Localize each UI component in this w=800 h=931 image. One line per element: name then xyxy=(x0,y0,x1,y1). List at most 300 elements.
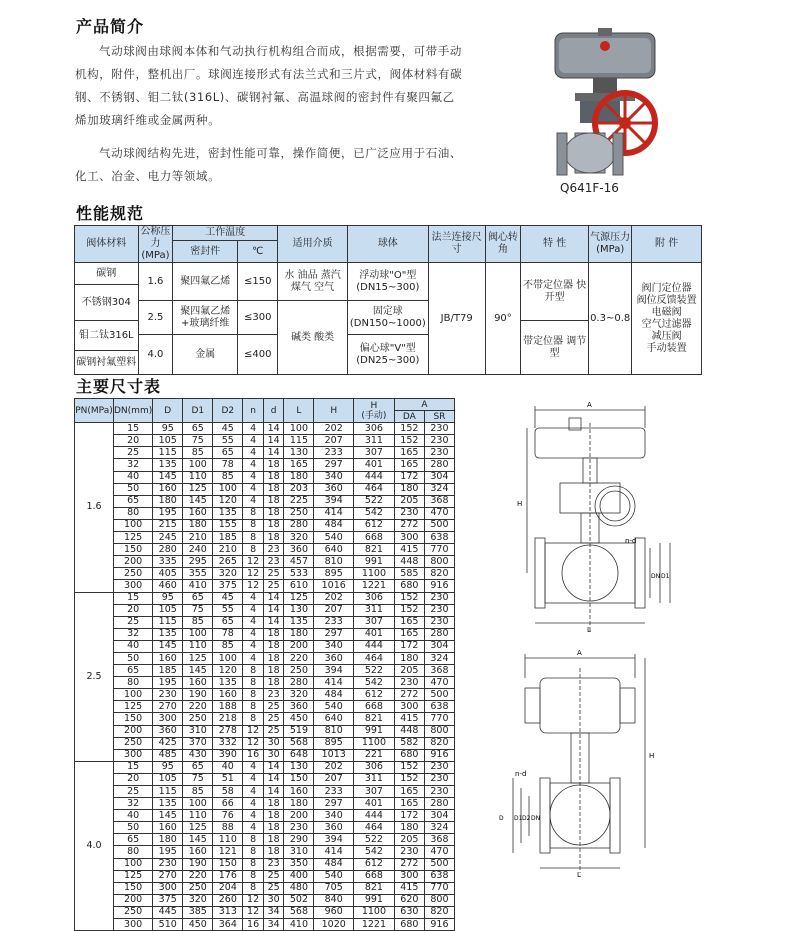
table-cell: 8 xyxy=(243,846,264,858)
table-cell: 4 xyxy=(243,495,264,507)
table-cell: 1013 xyxy=(314,749,354,761)
table-cell: 120 xyxy=(213,665,243,677)
table-cell: 14 xyxy=(263,786,284,798)
table-cell: 370 xyxy=(183,737,213,749)
table-cell: 800 xyxy=(424,556,454,568)
table-cell: 152 xyxy=(394,761,424,773)
table-cell: 457 xyxy=(284,556,314,568)
table-cell: 4 xyxy=(243,640,264,652)
table-cell: 152 xyxy=(394,773,424,785)
table-cell: 150 xyxy=(284,773,314,785)
spec-feature-2: 带定位器 调节型 xyxy=(521,321,589,375)
table-cell: 1100 xyxy=(353,906,394,918)
table-cell: 460 xyxy=(153,580,183,592)
table-cell: 278 xyxy=(213,725,243,737)
spec-h-flange: 法兰连接尺寸 xyxy=(428,226,485,263)
table-cell: 1100 xyxy=(353,737,394,749)
table-row xyxy=(75,906,455,918)
table-cell: 470 xyxy=(424,677,454,689)
table-cell: 542 xyxy=(353,846,394,858)
table-cell: 313 xyxy=(213,906,243,918)
table-cell: 568 xyxy=(284,737,314,749)
table-cell: 12 xyxy=(243,737,264,749)
drawing2-label-DN: DN xyxy=(531,815,541,822)
table-cell: 300 xyxy=(114,919,153,931)
dims-h-H: H xyxy=(314,399,354,423)
table-cell: 65 xyxy=(183,592,213,604)
table-cell: 585 xyxy=(394,568,424,580)
table-row xyxy=(75,761,455,773)
table-cell: 18 xyxy=(263,628,284,640)
table-cell: 640 xyxy=(314,713,354,725)
table-cell: 18 xyxy=(263,532,284,544)
drawing1-label-H: H xyxy=(517,500,523,508)
table-cell: 18 xyxy=(263,652,284,664)
table-cell: 320 xyxy=(183,894,213,906)
table-cell: 202 xyxy=(314,423,354,435)
table-cell: 20 xyxy=(114,435,153,447)
table-cell: 180 xyxy=(183,519,213,531)
table-cell: 65 xyxy=(213,447,243,459)
table-cell: 30 xyxy=(263,894,284,906)
table-cell: 85 xyxy=(183,786,213,798)
table-cell: 390 xyxy=(213,749,243,761)
table-cell: 130 xyxy=(284,447,314,459)
table-cell: 165 xyxy=(394,628,424,640)
table-cell: 95 xyxy=(153,761,183,773)
table-cell: 280 xyxy=(284,519,314,531)
table-cell: 394 xyxy=(314,665,354,677)
table-cell: 638 xyxy=(424,870,454,882)
table-cell: 120 xyxy=(213,495,243,507)
table-row xyxy=(75,749,455,761)
dims-h-H2-sub: (手动) xyxy=(361,410,387,421)
table-cell: 400 xyxy=(284,870,314,882)
table-cell: 648 xyxy=(284,749,314,761)
table-cell: 220 xyxy=(284,652,314,664)
table-cell: 542 xyxy=(353,677,394,689)
table-cell: 18 xyxy=(263,519,284,531)
table-cell: 145 xyxy=(183,665,213,677)
spec-ball-3: 偏心球"V"型(DN25~300) xyxy=(347,335,428,375)
table-cell: 340 xyxy=(314,810,354,822)
table-cell: 85 xyxy=(213,640,243,652)
table-cell: 50 xyxy=(114,483,153,495)
table-cell: 14 xyxy=(263,447,284,459)
table-cell: 4 xyxy=(243,483,264,495)
pn-cell: 4.0 xyxy=(75,761,114,930)
table-cell: 66 xyxy=(213,798,243,810)
table-cell: 160 xyxy=(153,652,183,664)
table-cell: 150 xyxy=(114,544,153,556)
table-cell: 12 xyxy=(243,894,264,906)
table-cell: 25 xyxy=(263,882,284,894)
table-cell: 130 xyxy=(284,761,314,773)
spec-h-feature: 特 性 xyxy=(521,226,589,263)
table-cell: 160 xyxy=(183,846,213,858)
intro-title: 产品简介 xyxy=(76,17,145,36)
table-cell: 165 xyxy=(394,447,424,459)
table-cell: 612 xyxy=(353,519,394,531)
table-cell: 568 xyxy=(284,906,314,918)
table-cell: 8 xyxy=(243,713,264,725)
table-cell: 230 xyxy=(424,773,454,785)
table-cell: 4 xyxy=(243,435,264,447)
table-row xyxy=(75,556,455,568)
table-cell: 15 xyxy=(114,761,153,773)
table-cell: 18 xyxy=(263,495,284,507)
table-cell: 304 xyxy=(424,471,454,483)
spec-temp-2: ≤300 xyxy=(238,301,278,335)
table-cell: 280 xyxy=(153,544,183,556)
table-cell: 105 xyxy=(153,773,183,785)
product-photo xyxy=(475,18,700,183)
dims-title: 主要尺寸表 xyxy=(76,377,162,396)
table-row xyxy=(75,834,455,846)
table-cell: 310 xyxy=(183,725,213,737)
table-cell: 75 xyxy=(183,435,213,447)
table-cell: 414 xyxy=(314,846,354,858)
table-cell: 165 xyxy=(394,798,424,810)
table-cell: 320 xyxy=(284,532,314,544)
table-cell: 172 xyxy=(394,810,424,822)
table-cell: 401 xyxy=(353,459,394,471)
table-cell: 45 xyxy=(213,423,243,435)
table-row xyxy=(75,447,455,459)
table-cell: 210 xyxy=(213,544,243,556)
table-cell: 480 xyxy=(284,882,314,894)
table-cell: 620 xyxy=(394,894,424,906)
table-cell: 484 xyxy=(314,689,354,701)
drawing1-label-DN: DN xyxy=(651,573,661,580)
table-row xyxy=(75,544,455,556)
table-cell: 165 xyxy=(394,786,424,798)
table-cell: 155 xyxy=(213,519,243,531)
table-cell: 180 xyxy=(153,834,183,846)
table-cell: 160 xyxy=(284,786,314,798)
table-cell: 25 xyxy=(263,580,284,592)
drawing-threepiece xyxy=(495,648,675,882)
table-cell: 311 xyxy=(353,773,394,785)
table-cell: 75 xyxy=(183,604,213,616)
dims-h-pn: PN(MPa) xyxy=(75,399,114,423)
table-cell: 225 xyxy=(284,495,314,507)
table-cell: 542 xyxy=(353,507,394,519)
spec-acc-4: 空气过滤器 xyxy=(641,318,692,330)
table-cell: 820 xyxy=(424,568,454,580)
table-cell: 448 xyxy=(394,556,424,568)
table-cell: 65 xyxy=(213,616,243,628)
table-cell: 190 xyxy=(183,689,213,701)
table-cell: 810 xyxy=(314,556,354,568)
table-cell: 18 xyxy=(263,798,284,810)
table-row xyxy=(75,507,455,519)
table-cell: 250 xyxy=(114,568,153,580)
spec-temp-3: ≤400 xyxy=(238,335,278,375)
table-cell: 152 xyxy=(394,592,424,604)
table-cell: 820 xyxy=(424,906,454,918)
table-cell: 180 xyxy=(394,822,424,834)
table-cell: 612 xyxy=(353,689,394,701)
dims-table xyxy=(74,398,455,931)
table-cell: 335 xyxy=(153,556,183,568)
table-cell: 8 xyxy=(243,665,264,677)
table-cell: 18 xyxy=(263,483,284,495)
table-cell: 360 xyxy=(284,701,314,713)
table-cell: 152 xyxy=(394,435,424,447)
table-cell: 145 xyxy=(153,810,183,822)
table-row xyxy=(75,870,455,882)
table-cell: 272 xyxy=(394,689,424,701)
table-cell: 85 xyxy=(213,471,243,483)
spec-medium-2: 碱类 酸类 xyxy=(278,301,348,375)
table-cell: 135 xyxy=(153,459,183,471)
table-cell: 23 xyxy=(263,556,284,568)
table-row xyxy=(75,919,455,931)
table-cell: 1016 xyxy=(314,580,354,592)
table-cell: 770 xyxy=(424,713,454,725)
table-row xyxy=(75,495,455,507)
pn-cell: 1.6 xyxy=(75,423,114,592)
spec-h-acc: 附 件 xyxy=(632,226,702,263)
table-cell: 230 xyxy=(424,435,454,447)
table-cell: 65 xyxy=(114,665,153,677)
table-cell: 230 xyxy=(153,858,183,870)
table-cell: 415 xyxy=(394,544,424,556)
table-cell: 202 xyxy=(314,761,354,773)
table-cell: 295 xyxy=(183,556,213,568)
table-cell: 25 xyxy=(263,568,284,580)
table-cell: 18 xyxy=(263,640,284,652)
table-cell: 190 xyxy=(183,858,213,870)
table-cell: 8 xyxy=(243,701,264,713)
spec-flange-value: JB/T79 xyxy=(428,263,485,375)
spec-acc-1: 阀门定位器 xyxy=(641,282,692,294)
table-cell: 444 xyxy=(353,810,394,822)
table-cell: 895 xyxy=(314,737,354,749)
table-cell: 280 xyxy=(284,677,314,689)
table-cell: 65 xyxy=(114,834,153,846)
table-cell: 135 xyxy=(284,616,314,628)
table-cell: 152 xyxy=(394,423,424,435)
table-cell: 152 xyxy=(394,604,424,616)
table-cell: 444 xyxy=(353,471,394,483)
table-cell: 16 xyxy=(243,919,264,931)
table-cell: 125 xyxy=(114,532,153,544)
table-cell: 135 xyxy=(153,798,183,810)
table-cell: 172 xyxy=(394,471,424,483)
table-cell: 207 xyxy=(314,435,354,447)
table-row xyxy=(75,640,455,652)
dims-h-A: A xyxy=(394,399,454,411)
table-cell: 14 xyxy=(263,592,284,604)
table-row xyxy=(75,677,455,689)
table-row xyxy=(75,713,455,725)
table-cell: 821 xyxy=(353,713,394,725)
drawing1-label-A: A xyxy=(587,401,592,409)
table-row xyxy=(75,786,455,798)
table-cell: 582 xyxy=(394,737,424,749)
table-row xyxy=(75,846,455,858)
spec-pressure-1: 1.6 xyxy=(138,263,173,301)
table-cell: 230 xyxy=(394,507,424,519)
table-row xyxy=(75,665,455,677)
drawing1-label-D1: D1 xyxy=(661,573,670,580)
table-cell: 135 xyxy=(213,507,243,519)
table-cell: 250 xyxy=(114,906,153,918)
table-cell: 110 xyxy=(183,471,213,483)
table-cell: 145 xyxy=(183,495,213,507)
table-cell: 668 xyxy=(353,870,394,882)
intro-paragraph-1: 气动球阀由球阀本体和气动执行机构组合而成，根据需要，可带手动机构，附件，整机出厂。球阀连接形式有法兰式和三片式，阀体材料有碳钢、不锈钢、钼二钛(316L)、碳钢衬氟、高温球阀的密封件有聚四氟乙烯加玻璃纤维或金属两种。 xyxy=(75,44,463,127)
table-row xyxy=(75,628,455,640)
table-cell: 394 xyxy=(314,834,354,846)
table-cell: 95 xyxy=(153,423,183,435)
table-cell: 4 xyxy=(243,652,264,664)
table-cell: 100 xyxy=(183,459,213,471)
table-cell: 100 xyxy=(114,519,153,531)
table-cell: 32 xyxy=(114,798,153,810)
table-cell: 18 xyxy=(263,459,284,471)
table-cell: 202 xyxy=(314,592,354,604)
table-cell: 680 xyxy=(394,919,424,931)
table-cell: 215 xyxy=(153,519,183,531)
table-cell: 4 xyxy=(243,471,264,483)
dims-h-SR: SR xyxy=(424,411,454,423)
table-cell: 800 xyxy=(424,725,454,737)
table-cell: 230 xyxy=(424,604,454,616)
table-cell: 991 xyxy=(353,894,394,906)
table-cell: 464 xyxy=(353,652,394,664)
table-cell: 203 xyxy=(284,483,314,495)
table-cell: 105 xyxy=(153,435,183,447)
table-cell: 230 xyxy=(394,846,424,858)
table-cell: 533 xyxy=(284,568,314,580)
table-cell: 55 xyxy=(213,604,243,616)
table-cell: 105 xyxy=(153,604,183,616)
table-cell: 18 xyxy=(263,471,284,483)
table-cell: 230 xyxy=(284,822,314,834)
table-cell: 540 xyxy=(314,701,354,713)
table-cell: 95 xyxy=(153,592,183,604)
table-cell: 65 xyxy=(183,761,213,773)
table-cell: 810 xyxy=(314,725,354,737)
table-cell: 324 xyxy=(424,483,454,495)
table-cell: 519 xyxy=(284,725,314,737)
table-cell: 300 xyxy=(153,882,183,894)
table-cell: 324 xyxy=(424,822,454,834)
table-cell: 55 xyxy=(213,435,243,447)
spec-h-air: 气源压力(MPa) xyxy=(589,226,632,263)
spec-h-seal: 密封件 xyxy=(173,241,238,263)
table-cell: 34 xyxy=(263,919,284,931)
table-cell: 233 xyxy=(314,447,354,459)
spec-temp-1: ≤150 xyxy=(238,263,278,301)
table-cell: 401 xyxy=(353,628,394,640)
dims-h-H2 xyxy=(353,399,394,423)
table-cell: 200 xyxy=(114,894,153,906)
table-row xyxy=(75,689,455,701)
table-cell: 375 xyxy=(213,580,243,592)
table-cell: 280 xyxy=(424,628,454,640)
drawing1-label-nd: n-d xyxy=(625,537,637,545)
table-cell: 240 xyxy=(183,544,213,556)
table-cell: 233 xyxy=(314,786,354,798)
table-cell: 100 xyxy=(213,483,243,495)
table-cell: 25 xyxy=(263,870,284,882)
table-cell: 320 xyxy=(213,568,243,580)
drawing1-label-L: L xyxy=(587,626,591,634)
table-cell: 445 xyxy=(153,906,183,918)
table-cell: 110 xyxy=(213,834,243,846)
table-cell: 522 xyxy=(353,495,394,507)
table-cell: 150 xyxy=(114,713,153,725)
table-cell: 540 xyxy=(314,870,354,882)
intro-paragraph-2: 气动球阀结构先进，密封性能可靠，操作简便，已广泛应用于石油、化工、冶金、电力等领域。 xyxy=(75,146,462,183)
table-cell: 145 xyxy=(153,471,183,483)
table-cell: 448 xyxy=(394,725,424,737)
table-cell: 18 xyxy=(263,677,284,689)
table-cell: 360 xyxy=(153,725,183,737)
table-cell: 450 xyxy=(183,919,213,931)
table-cell: 8 xyxy=(243,532,264,544)
table-row xyxy=(75,459,455,471)
table-cell: 375 xyxy=(153,894,183,906)
table-cell: 895 xyxy=(314,568,354,580)
table-cell: 4 xyxy=(243,459,264,471)
spec-h-temp: 工作温度 xyxy=(173,226,278,241)
table-cell: 121 xyxy=(213,846,243,858)
table-cell: 230 xyxy=(424,447,454,459)
table-row xyxy=(75,701,455,713)
table-cell: 638 xyxy=(424,532,454,544)
pn-cell: 2.5 xyxy=(75,592,114,761)
table-cell: 4 xyxy=(243,628,264,640)
table-cell: 4 xyxy=(243,798,264,810)
table-cell: 300 xyxy=(114,580,153,592)
table-cell: 100 xyxy=(114,689,153,701)
table-cell: 180 xyxy=(284,798,314,810)
spec-acc-3: 电磁阀 xyxy=(651,306,682,318)
table-cell: 34 xyxy=(263,906,284,918)
spec-material-4: 碳钢衬氟塑料 xyxy=(75,351,139,375)
table-cell: 65 xyxy=(114,495,153,507)
table-cell: 115 xyxy=(153,447,183,459)
table-row xyxy=(75,580,455,592)
table-cell: 160 xyxy=(183,677,213,689)
table-cell: 25 xyxy=(263,713,284,725)
table-cell: 8 xyxy=(243,677,264,689)
table-cell: 8 xyxy=(243,870,264,882)
table-cell: 368 xyxy=(424,495,454,507)
table-cell: 205 xyxy=(394,665,424,677)
table-cell: 610 xyxy=(284,580,314,592)
table-cell: 200 xyxy=(114,725,153,737)
table-cell: 130 xyxy=(284,604,314,616)
spec-material-2: 不锈钢304 xyxy=(75,285,139,321)
table-cell: 230 xyxy=(424,423,454,435)
table-cell: 30 xyxy=(263,737,284,749)
table-cell: 176 xyxy=(213,870,243,882)
table-cell: 230 xyxy=(424,616,454,628)
intro-text xyxy=(75,40,465,188)
table-cell: 51 xyxy=(213,773,243,785)
table-cell: 306 xyxy=(353,761,394,773)
table-row xyxy=(75,471,455,483)
table-cell: 125 xyxy=(284,592,314,604)
table-cell: 450 xyxy=(284,713,314,725)
table-cell: 991 xyxy=(353,725,394,737)
